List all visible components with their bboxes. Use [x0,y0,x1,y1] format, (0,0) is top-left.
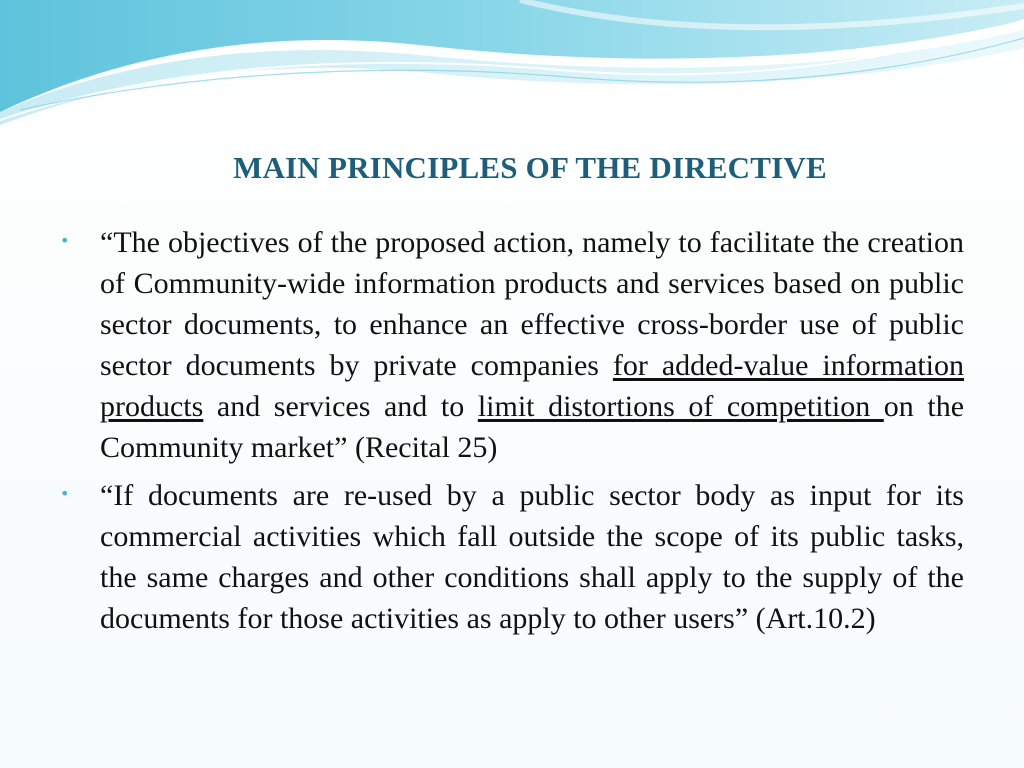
text-segment: “The objectives of the proposed action, namely to facilitate the creation of Community-wide information products and services based on public sector documents, to enhance an effective cross-border use of public sector documents by private companies [100,226,964,382]
text-segment: “If documents are re-used by a public sector body as input for its commercial activities which fall outside the scope of its public tasks, the same charges and other conditions shall apply to the supply of the documents for those activities as apply to other users” (Art.10.2) [100,479,964,635]
slide-title: MAIN PRINCIPLES OF THE DIRECTIVE [233,150,827,185]
header-wave-decoration [0,0,1024,130]
bullet-dot-icon: • [60,484,70,503]
bullet-list [60,222,964,646]
text-segment: on the Community market” (Recital 25) [100,390,965,464]
underlined-phrase: limit distortions of competition [477,390,884,423]
bullet-text [100,475,964,639]
bullet-item-art-10-2 [60,475,964,639]
bullet-text [100,222,964,468]
bullet-dot-icon: • [60,231,70,250]
text-segment: and services and to [203,390,478,423]
underlined-phrase: for added-value information products [100,349,964,423]
bullet-item-recital-25 [60,222,964,468]
